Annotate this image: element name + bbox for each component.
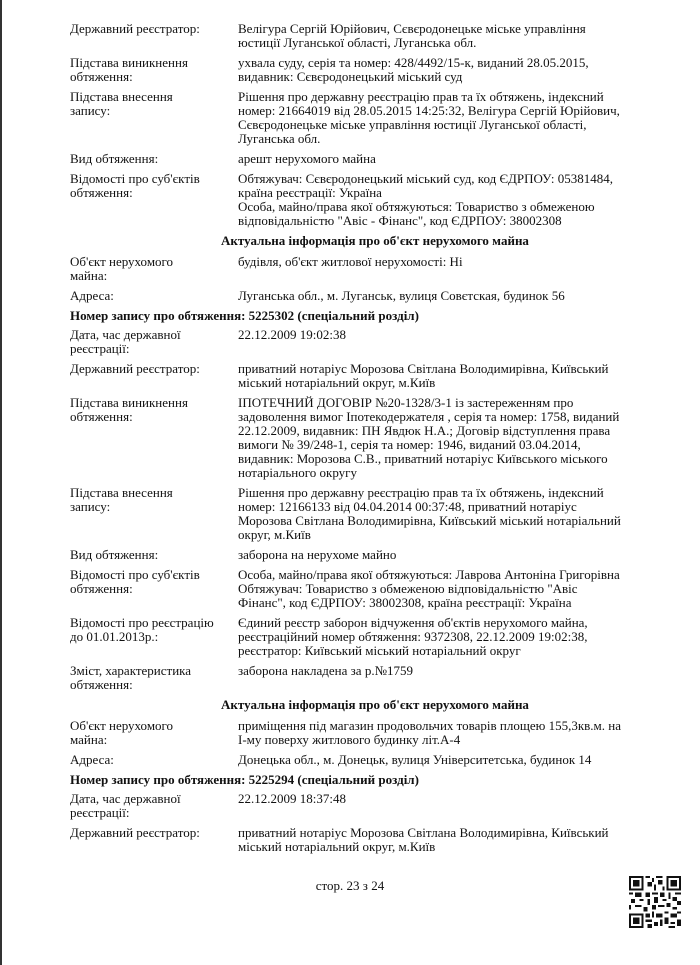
field-label: Підстава внесення запису: [70, 89, 173, 118]
field-value: Велігура Сергій Юрійович, Сєвєродонецьке міське управління юстиції Луганської області, Луганська обл. [238, 21, 586, 50]
encumbrance-record-2 [70, 773, 680, 854]
field-label: Відомості про суб'єктів обтяження: [70, 567, 200, 596]
record-number-title: Номер запису про обтяження: 5225302 (спеціальний розділ) [70, 308, 419, 323]
field-label: Дата, час державної реєстрації: [70, 791, 181, 820]
field-value: ухвала суду, серія та номер: 428/4492/15-к, виданий 28.05.2015, видавник: Сєвєродонецький міський суд [238, 55, 589, 84]
field-label: Державний реєстратор: [70, 825, 200, 840]
field-value: приміщення під магазин продовольчих товарів площею 155,3кв.м. на І-му поверху житлового будинку літ.А-4 [238, 718, 622, 747]
property-object-section-2 [70, 698, 680, 767]
field-row [70, 616, 680, 658]
field-row [70, 548, 680, 562]
field-label: Об'єкт нерухомого майна: [70, 254, 174, 283]
field-row [70, 152, 680, 166]
record-number-title: Номер запису про обтяження: 5225294 (спеціальний розділ) [70, 772, 419, 787]
field-value: заборона на нерухоме майно [238, 547, 397, 562]
field-row [70, 486, 680, 542]
encumbrance-record-1 [70, 309, 680, 692]
field-label: Адреса: [70, 752, 114, 767]
field-label: Вид обтяження: [70, 151, 159, 166]
page-edge-border [0, 0, 2, 965]
field-value: будівля, об'єкт житлової нерухомості: Ні [238, 254, 463, 269]
document-page [70, 0, 680, 854]
field-row [70, 664, 680, 692]
field-row [70, 719, 680, 747]
field-label: Державний реєстратор: [70, 361, 200, 376]
field-value: приватний нотаріус Морозова Світлана Володимирівна, Київський міський нотаріальний округ, м.Київ [238, 825, 609, 854]
field-value: арешт нерухомого майна [238, 151, 376, 166]
field-row [70, 56, 680, 84]
field-row [70, 328, 680, 356]
field-value: 22.12.2009 18:37:48 [238, 791, 346, 806]
field-label: Підстава виникнення обтяження: [70, 55, 188, 84]
field-label: Об'єкт нерухомого майна: [70, 718, 174, 747]
field-value: Обтяжувач: Сєвєродонецький міський суд, код ЄДРПОУ: 05381484, країна реєстрації: Україна Особа, майно/права якої обтяжуються: Товариство з обмеженою відповідальністю "Авіс - Фінанс", код ЄДРПОУ: 38002308 [238, 171, 613, 228]
field-row [70, 792, 680, 820]
field-value: Рішення про державну реєстрацію прав та їх обтяжень, індексний номер: 12166133 від 04.04.2014 00:37:48, приватний нотаріус Морозова Світлана Володимирівна, Київський міський нотаріальний округ, м.Київ [238, 485, 621, 542]
field-value: Особа, майно/права якої обтяжуються: Лаврова Антоніна Григорівна Обтяжувач: Товариство з обмеженою відповідальністю "Авіс Фінанс", код ЄДРПОУ: 38002308, країна реєстрації: Україна [238, 567, 620, 610]
field-label: Підстава внесення запису: [70, 485, 173, 514]
field-value: 22.12.2009 19:02:38 [238, 327, 346, 342]
field-row [70, 289, 680, 303]
field-row [70, 255, 680, 283]
field-value: Луганська обл., м. Луганськ, вулиця Совєтская, будинок 56 [238, 288, 565, 303]
field-value: Рішення про державну реєстрацію прав та їх обтяжень, індексний номер: 21664019 від 28.05.2015 14:25:32, Велігура Сергій Юрійович, Сєвєродонецьке міське управління юстиції Луганської області, Луганська обл. [238, 89, 620, 146]
field-label: Підстава виникнення обтяження: [70, 395, 188, 424]
field-value: Єдиний реєстр заборон відчуження об'єктів нерухомого майна, реєстраційний номер обтяження: 9372308, 22.12.2009 19:02:38, реєстратор: Київський міський нотаріальний округ [238, 615, 588, 658]
field-value: Донецька обл., м. Донецьк, вулиця Університетська, будинок 14 [238, 752, 592, 767]
page-number: стор. 23 з 24 [315, 878, 385, 893]
field-row [70, 90, 680, 146]
field-label: Зміст, характеристика обтяження: [70, 663, 192, 692]
field-label: Державний реєстратор: [70, 21, 200, 36]
field-row [70, 172, 680, 228]
encumbrance-block-1 [70, 22, 680, 228]
field-value: заборона накладена за р.№1759 [238, 663, 413, 678]
field-row [70, 753, 680, 767]
field-label: Відомості про реєстрацію до 01.01.2013р.: [70, 615, 214, 644]
field-label: Вид обтяження: [70, 547, 159, 562]
field-row [70, 396, 680, 480]
field-label: Дата, час державної реєстрації: [70, 327, 181, 356]
page-footer [0, 870, 700, 940]
section-heading: Актуальна інформація про об'єкт нерухомого майна [221, 233, 529, 248]
field-row [70, 826, 680, 854]
qr-code-icon [629, 876, 681, 928]
section-heading: Актуальна інформація про об'єкт нерухомого майна [221, 697, 529, 712]
field-value: приватний нотаріус Морозова Світлана Володимирівна, Київський міський нотаріальний округ, м.Київ [238, 361, 609, 390]
field-row [70, 22, 680, 50]
field-value: ІПОТЕЧНИЙ ДОГОВІР №20-1328/3-1 із застереженням про задоволення вимог Іпотекодержателя , серія та номер: 1758, виданий 22.12.2009, видавник: ПН Явдюк Н.А.; Договір відступлення права вимоги № 39/248-1, серія та номер: 1946, виданий 03.04.2014, видавник: Морозова С.В., приватний нотаріус Київського міського нотаріального округу [238, 395, 620, 480]
field-label: Адреса: [70, 288, 114, 303]
field-row [70, 568, 680, 610]
property-object-section-1 [70, 234, 680, 303]
field-label: Відомості про суб'єктів обтяження: [70, 171, 200, 200]
field-row [70, 362, 680, 390]
